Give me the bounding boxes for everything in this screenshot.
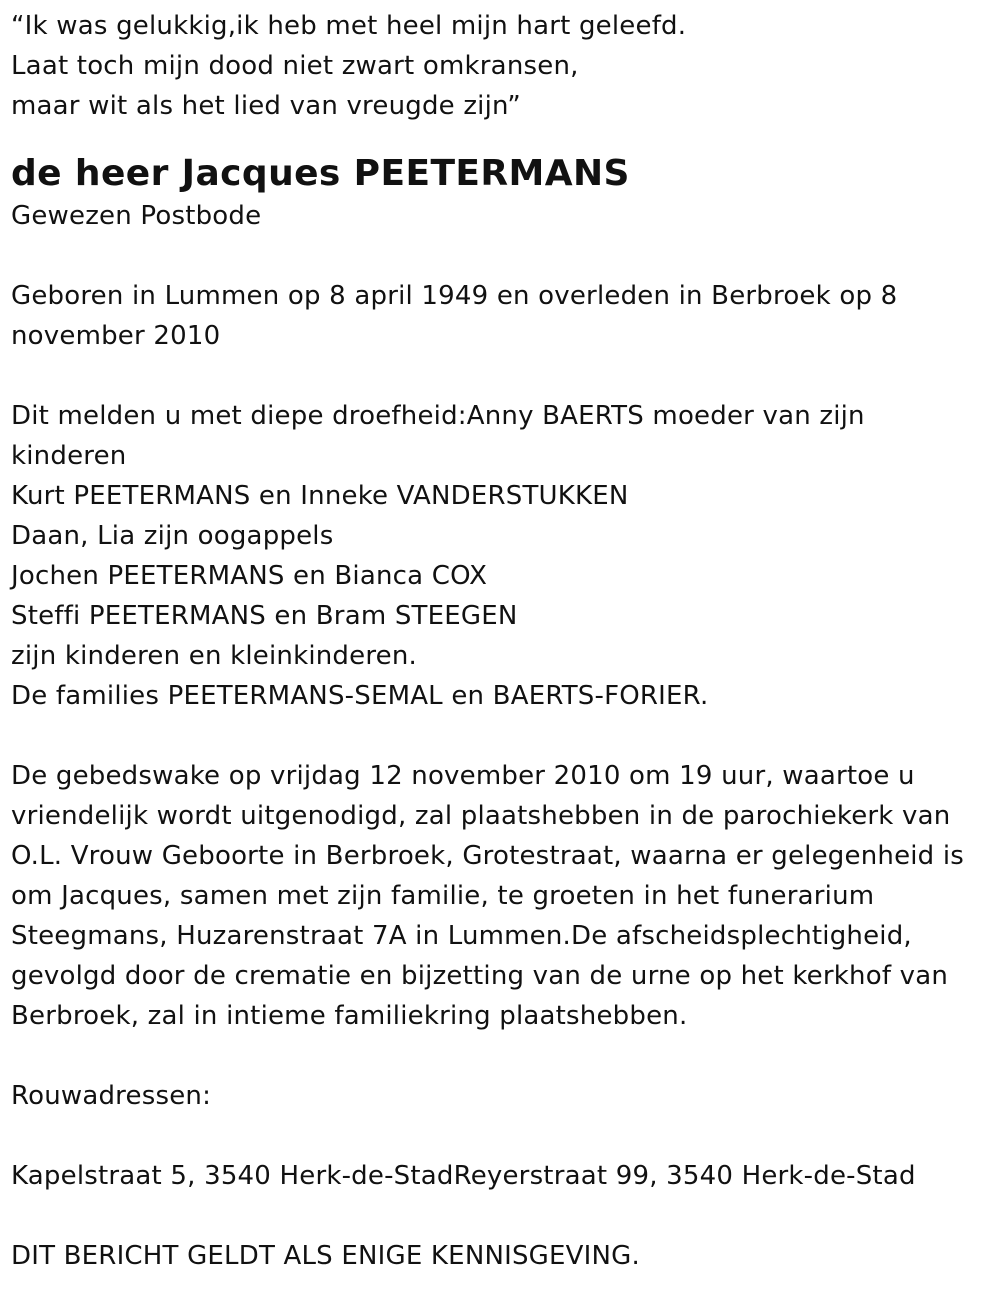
birth-death-line-2: november 2010 — [11, 321, 221, 351]
spacer — [11, 1036, 1000, 1076]
spacer — [11, 236, 1000, 276]
ceremony-line: De gebedswake op vrijdag 12 november 2010 om 19 uur, waartoe u — [11, 761, 915, 791]
announcement-block — [11, 396, 1000, 716]
ceremony-line: gevolgd door de crematie en bijzetting van de urne op het kerkhof van — [11, 961, 949, 991]
ceremony-line: vriendelijk wordt uitgenodigd, zal plaatshebben in de parochiekerk van — [11, 801, 951, 831]
addresses-value: Kapelstraat 5, 3540 Herk-de-StadReyerstraat 99, 3540 Herk-de-Stad — [11, 1161, 916, 1191]
announcement-line: Daan, Lia zijn oogappels — [11, 521, 334, 551]
ceremony-block — [11, 756, 1000, 1036]
deceased-occupation: Gewezen Postbode — [11, 201, 262, 231]
ceremony-line: Berbroek, zal in intieme familiekring plaatshebben. — [11, 1001, 688, 1031]
announcement-line: Kurt PEETERMANS en Inneke VANDERSTUKKEN — [11, 481, 629, 511]
announcement-line: Jochen PEETERMANS en Bianca COX — [11, 561, 488, 591]
ceremony-line: Steegmans, Huzarenstraat 7A in Lummen.De afscheidsplechtigheid, — [11, 921, 912, 951]
announcement-line: zijn kinderen en kleinkinderen. — [11, 641, 417, 671]
quote-line-1: “Ik was gelukkig,ik heb met heel mijn hart geleefd. — [11, 11, 687, 41]
spacer — [11, 1196, 1000, 1236]
spacer — [11, 1116, 1000, 1156]
notice-text: DIT BERICHT GELDT ALS ENIGE KENNISGEVING. — [11, 1241, 640, 1271]
announcement-line: Steffi PEETERMANS en Bram STEEGEN — [11, 601, 518, 631]
deceased-name: de heer Jacques PEETERMANS — [11, 153, 630, 194]
spacer — [11, 716, 1000, 756]
birth-death-block — [11, 276, 1000, 356]
announcement-line: Dit melden u met diepe droefheid:Anny BAERTS moeder van zijn — [11, 401, 865, 431]
quote-line-2: Laat toch mijn dood niet zwart omkransen, — [11, 51, 579, 81]
ceremony-line: O.L. Vrouw Geboorte in Berbroek, Grotestraat, waarna er gelegenheid is — [11, 841, 965, 871]
obituary-document — [0, 6, 1000, 1310]
quote-line-3: maar wit als het lied van vreugde zijn” — [11, 91, 521, 121]
spacer — [11, 356, 1000, 396]
announcement-line: kinderen — [11, 441, 127, 471]
addresses-label: Rouwadressen: — [11, 1081, 212, 1111]
announcement-line: De families PEETERMANS-SEMAL en BAERTS-FORIER. — [11, 681, 709, 711]
quote-block — [11, 6, 1000, 126]
ceremony-line: om Jacques, samen met zijn familie, te groeten in het funerarium — [11, 881, 875, 911]
birth-death-line-1: Geboren in Lummen op 8 april 1949 en overleden in Berbroek op 8 — [11, 281, 898, 311]
